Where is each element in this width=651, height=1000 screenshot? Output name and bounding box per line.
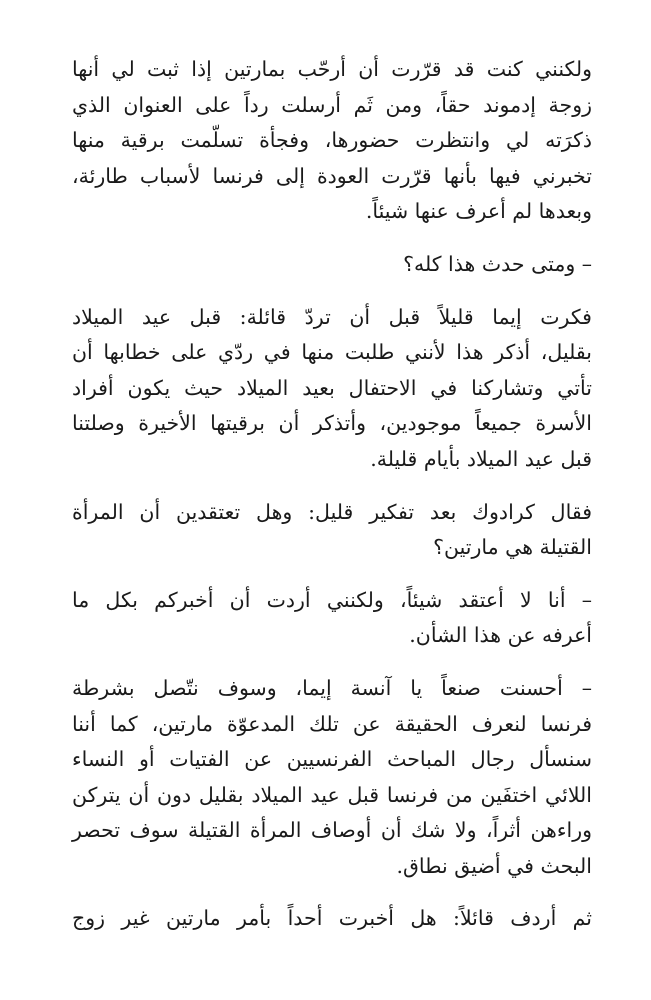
paragraph [72, 495, 592, 566]
text-line: – ومتى حدث هذا كله؟ [403, 251, 592, 276]
text-line: سنسأل رجال المباحث الفرنسيين عن الفتيات أو النساء [72, 747, 592, 772]
text-line: بقليل، أذكر هذا لأنني طلبت منها في ردّي على خطابها أن [72, 340, 592, 365]
text-line: زوجة إدموند حقاً، ومن ثَم أرسلت رداً على العنوان الذي [72, 92, 592, 117]
text-line: قبل عيد الميلاد بأيام قليلة. [370, 446, 592, 471]
text-line: فقال كرادوك بعد تفكير قليل: وهل تعتقدين أن المرأة [72, 499, 592, 524]
paragraph [72, 52, 592, 230]
text-line: ذكرَته لي وانتظرت حضورها، وفجأة تسلّمت برقية منها [72, 128, 592, 153]
text-line: فرنسا لنعرف الحقيقة عن تلك المدعوّة مارتين، كما أننا [72, 711, 592, 736]
dialogue-paragraph [72, 247, 592, 283]
text-line: القتيلة هي مارتين؟ [433, 535, 592, 560]
text-line: الأسرة جميعاً موجودين، وأتذكر أن برقيتها الأخيرة وصلتنا [72, 411, 592, 436]
text-line: – أنا لا أعتقد شيئاً، ولكنني أردت أن أخبركم بكل ما [72, 587, 592, 612]
text-line: البحث في أضيق نطاق. [396, 853, 592, 878]
dialogue-paragraph [72, 671, 592, 885]
dialogue-paragraph [72, 583, 592, 654]
text-line: أعرفه عن هذا الشأن. [409, 623, 592, 648]
text-line: تأتي وتشاركنا في الاحتفال بعيد الميلاد حيث يكون أفراد [72, 375, 592, 400]
book-page [72, 52, 592, 937]
paragraph [72, 300, 592, 478]
text-line: تخبرني فيها بأنها قرّرت العودة إلى فرنسا لأسباب طارئة، [72, 163, 592, 188]
text-line: ولكنني كنت قد قرّرت أن أرحّب بمارتين إذا ثبت لي أنها [72, 57, 592, 81]
text-line: وبعدها لم أعرف عنها شيئاً. [365, 199, 592, 224]
text-line: فكرت إيما قليلاً قبل أن تردّ قائلة: قبل عيد الميلاد [72, 304, 592, 329]
text-line: وراءهن أثراً، ولا شك أن أوصاف المرأة القتيلة سوف تحصر [72, 818, 592, 843]
text-line: اللائي اختفَين من فرنسا قبل عيد الميلاد بقليل دون أن يتركن [72, 782, 592, 807]
paragraph [72, 901, 592, 937]
text-line: ثم أردف قائلاً: هل أخبرت أحداً بأمر مارتين غير زوج [72, 906, 592, 931]
text-line: – أحسنت صنعاً يا آنسة إيما، وسوف نتّصل بشرطة [72, 675, 592, 700]
